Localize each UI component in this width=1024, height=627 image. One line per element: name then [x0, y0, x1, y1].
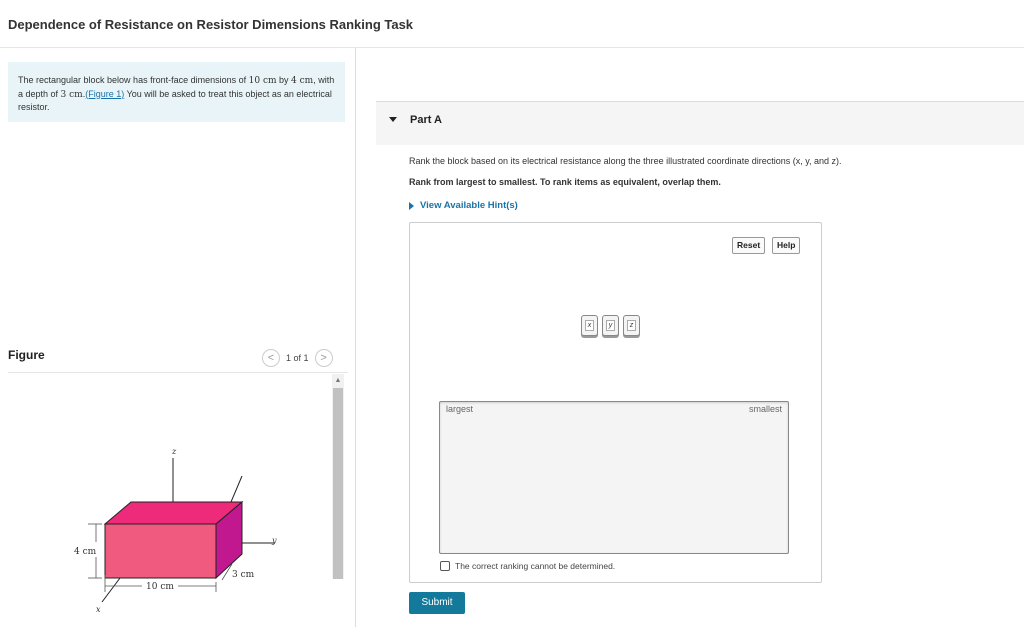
- scroll-up-icon[interactable]: ▲: [334, 377, 342, 384]
- chevron-left-icon: <: [267, 352, 275, 364]
- rank-item-y[interactable]: [602, 315, 619, 336]
- part-a-header[interactable]: [376, 101, 1024, 145]
- intro-text: by: [276, 75, 292, 85]
- header: [0, 0, 1024, 48]
- dimension-width: 10 cm: [248, 76, 277, 86]
- rank-item-label: y: [606, 320, 615, 331]
- resistor-block-figure: [60, 392, 310, 627]
- rank-item-label: z: [627, 320, 636, 331]
- block-front-face: [105, 524, 216, 578]
- ranking-instruction-bold: Rank from largest to smallest. To rank items as equivalent, overlap them.: [409, 177, 721, 187]
- ranking-panel: [409, 222, 822, 583]
- intro-text: .: [82, 88, 86, 99]
- submit-button[interactable]: Submit: [409, 592, 465, 614]
- cannot-determine-label: The correct ranking cannot be determined.: [455, 561, 616, 571]
- figure-page-count: 1 of 1: [286, 353, 309, 363]
- view-hints-label: View Available Hint(s): [420, 200, 518, 211]
- chevron-right-icon: >: [320, 352, 327, 364]
- cannot-determine-option[interactable]: [440, 561, 615, 571]
- y-axis-label: y: [272, 536, 277, 545]
- problem-intro: [8, 62, 345, 122]
- part-a-title: Part A: [410, 114, 442, 126]
- ranking-instruction: Rank the block based on its electrical resistance along the three illustrated coordinate directions (x, y, and z).: [409, 156, 842, 166]
- dimension-height: 4 cm: [291, 76, 314, 86]
- depth-dimension-label: 3 cm: [232, 570, 255, 580]
- intro-text: , with a depth of: [18, 75, 335, 99]
- rank-item-label: x: [585, 320, 594, 331]
- prev-figure-button[interactable]: [262, 349, 280, 367]
- intro-text: The rectangular block below has front-face dimensions of: [18, 75, 249, 85]
- height-dimension-label: 4 cm: [74, 547, 97, 557]
- caret-right-icon: [409, 202, 414, 210]
- view-hints-link[interactable]: [409, 200, 518, 211]
- figure-link[interactable]: (Figure 1): [85, 88, 125, 99]
- largest-label: largest: [446, 404, 474, 414]
- x-axis-label: x: [96, 605, 101, 614]
- block: [105, 502, 242, 578]
- rank-item-z[interactable]: [623, 315, 640, 336]
- width-dimension-label: 10 cm: [146, 582, 174, 592]
- next-figure-button[interactable]: [315, 349, 333, 367]
- caret-down-icon: [389, 117, 397, 122]
- dimension-depth: 3 cm: [60, 89, 83, 100]
- smallest-label: smallest: [748, 404, 782, 414]
- intro-text: You will be asked to treat this object as an electrical resistor.: [18, 88, 332, 112]
- rank-item-x[interactable]: [581, 315, 598, 336]
- help-button[interactable]: Help: [772, 237, 800, 254]
- reset-button[interactable]: Reset: [732, 237, 765, 254]
- divider: [8, 372, 348, 373]
- figure-scrollbar[interactable]: [332, 374, 344, 579]
- ranking-drop-zone[interactable]: [439, 401, 789, 554]
- page-title: Dependence of Resistance on Resistor Dimensions Ranking Task: [8, 17, 414, 32]
- cannot-determine-checkbox[interactable]: [440, 561, 450, 571]
- z-axis-label: z: [172, 447, 177, 456]
- figure-pager: [262, 349, 333, 367]
- rank-items: [581, 315, 640, 336]
- figure-label: Figure: [8, 348, 45, 362]
- scroll-thumb[interactable]: [333, 388, 343, 579]
